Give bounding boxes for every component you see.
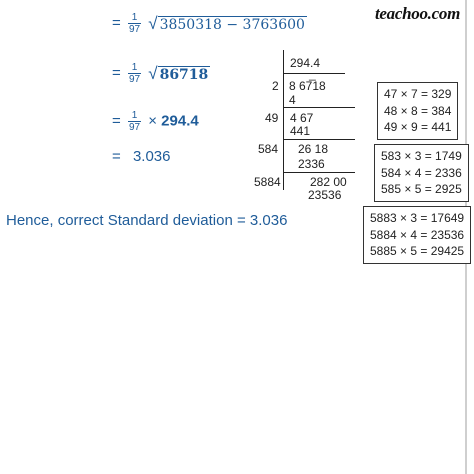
- division-rule-3: [283, 172, 355, 173]
- radical-sign-icon: √: [148, 13, 158, 33]
- equals-sign: =: [112, 14, 121, 32]
- check-line: 583 × 3 = 1749: [381, 149, 462, 163]
- equation-line-4: [112, 148, 170, 165]
- equation-line-2: [112, 62, 210, 85]
- fraction-denominator: 97: [128, 24, 141, 35]
- check-line: 47 × 7 = 329: [384, 87, 452, 101]
- dividend-row-4: 282 00: [310, 175, 347, 189]
- square-root: [148, 64, 210, 84]
- fraction: [128, 110, 141, 133]
- equation-line-3: [112, 110, 199, 133]
- fraction-denominator: 97: [128, 74, 141, 85]
- check-line: 584 × 4 = 2336: [381, 165, 462, 180]
- fraction: [128, 12, 141, 35]
- divisor-2: 49: [265, 111, 279, 125]
- dividend-row-2: 4 67: [290, 111, 314, 125]
- equals-sign: =: [112, 112, 121, 130]
- multiplication-check-box-1: [377, 82, 458, 140]
- division-quotient: 294.4: [290, 56, 321, 70]
- divisor-1: 2: [272, 79, 279, 93]
- check-line: 5884 × 4 = 23536: [370, 227, 465, 242]
- check-line: 48 × 8 = 384: [384, 103, 452, 118]
- equals-sign: =: [112, 148, 121, 165]
- dividend-row-1: 8 67̅18: [289, 79, 326, 93]
- subtract-row-2: 441: [290, 124, 311, 138]
- check-line: 585 × 5 = 2925: [381, 182, 462, 196]
- radicand: 86718: [159, 66, 209, 83]
- fraction-numerator: 1: [128, 12, 141, 24]
- quotient-rule: [283, 73, 345, 74]
- conclusion-text: Hence, correct Standard deviation = 3.036: [6, 212, 288, 229]
- check-line: 49 × 9 = 441: [384, 120, 452, 134]
- fraction-numerator: 1: [128, 110, 141, 122]
- square-root: [148, 14, 307, 34]
- multiplication-check-box-2: [374, 144, 469, 202]
- division-rule-1: [283, 107, 355, 108]
- divisor-4: 5884: [254, 175, 281, 189]
- subtract-row-4: 23536: [308, 188, 342, 202]
- multiplication-check-box-3: [363, 206, 471, 264]
- divisor-3: 584: [258, 142, 279, 156]
- subtract-row-1: 4: [289, 93, 296, 107]
- teachoo-logo: teachoo.com: [375, 4, 460, 23]
- fraction: [128, 62, 141, 85]
- root-value: 294.4: [161, 112, 199, 130]
- radicand: 3850318 − 3763600: [159, 16, 305, 33]
- equals-sign: =: [112, 64, 121, 82]
- fraction-numerator: 1: [128, 62, 141, 74]
- division-vertical-rule: [283, 50, 284, 190]
- subtract-row-3: 2336: [298, 157, 325, 171]
- dividend-row-3: 26 18: [298, 142, 329, 156]
- check-line: 5885 × 5 = 29425: [370, 244, 465, 258]
- check-line: 5883 × 3 = 17649: [370, 211, 465, 225]
- multiply-sign: ×: [148, 112, 157, 130]
- result-value: 3.036: [132, 148, 171, 165]
- fraction-denominator: 97: [128, 122, 141, 133]
- equation-line-1: [112, 12, 307, 35]
- radical-sign-icon: √: [148, 63, 158, 83]
- division-rule-2: [283, 139, 355, 140]
